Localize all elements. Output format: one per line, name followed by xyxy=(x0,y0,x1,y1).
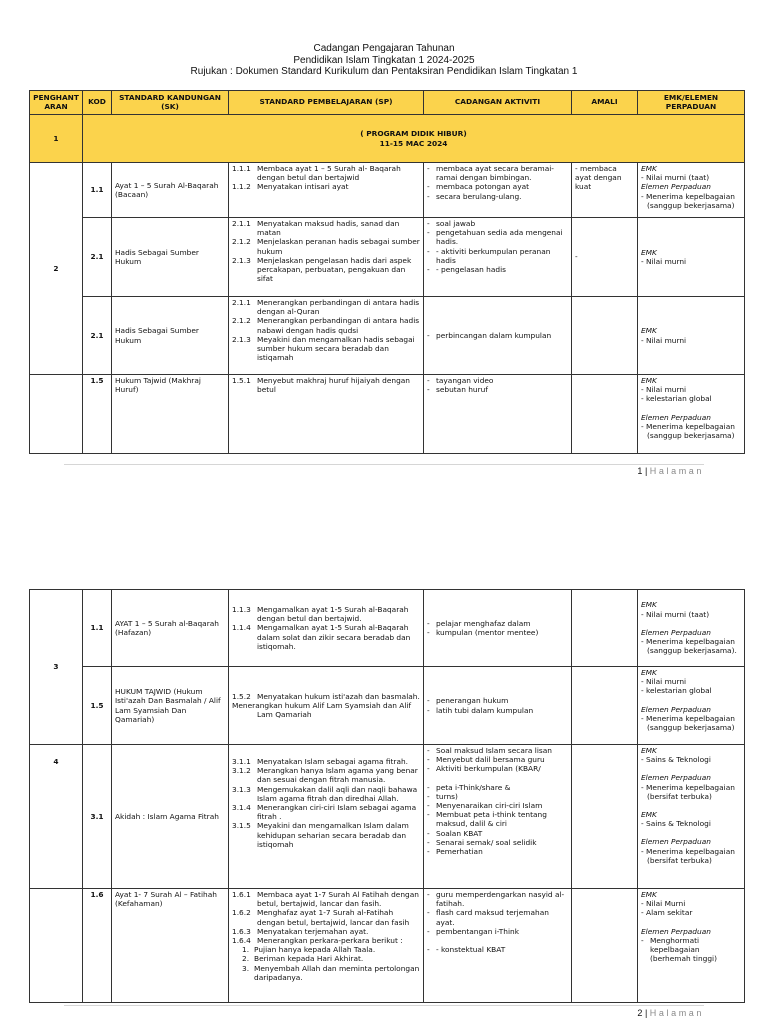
aktiviti-item: - pengetahuan sedia ada mengenai hadis. xyxy=(427,228,563,247)
program-cell xyxy=(83,115,745,163)
sp-sub-item: 1. Pujian hanya kepada Allah Taala. xyxy=(242,945,376,955)
sp-item: 3.1.4 Menerangkan ciri-ciri Islam sebagai agama fitrah . xyxy=(232,803,417,822)
aktiviti-item: - kumpulan (mentor mentee) xyxy=(427,628,539,637)
table-row xyxy=(30,590,745,667)
sp-sub-item: 2. Beriman kepada Hari Akhirat. xyxy=(242,954,364,964)
aktiviti-cell xyxy=(424,667,572,745)
sp-cell xyxy=(229,163,424,218)
sp-item: 3.1.3 Mengemukakan dalil aqli dan naqli bahawa Islam agama fitrah dan diredhai Allah. xyxy=(232,784,418,803)
footer-label: Halaman xyxy=(649,466,704,476)
col-header-sp: STANDARD PEMBELAJARAN (SP) xyxy=(229,91,424,115)
sp-item: 2.1.2 Menerangkan perbandingan di antara hadis nabawi dengan hadis qudsi xyxy=(232,316,420,335)
emk-heading: EMK xyxy=(641,810,657,820)
kod-cell: 1.5 xyxy=(83,375,112,454)
emk-heading: EMK xyxy=(641,247,657,257)
program-title: ( PROGRAM DIDIK HIBUR) xyxy=(360,129,467,139)
sp-item: 2.1.3 Meyakini dan mengamalkan hadis sebagai sumber hukum secara beradab dan istiqamah xyxy=(232,334,415,363)
emk-item: - Nilai murni xyxy=(641,335,687,345)
sk-cell: Hadis Sebagai Sumber Hukum xyxy=(112,297,229,375)
amali-cell xyxy=(572,375,638,454)
kod-cell: 1.1 xyxy=(83,163,112,218)
emk-item: - Nilai murni (taat) xyxy=(641,173,710,183)
emk-item: - Nilai murni xyxy=(641,385,687,395)
aktiviti-item: - - pengelasan hadis xyxy=(427,265,506,275)
emk-item: - Nilai Murni xyxy=(641,899,686,909)
aktiviti-item: - flash card maksud terjemahan ayat. xyxy=(427,908,549,927)
emk-item: - kelestarian global xyxy=(641,686,712,696)
emk-heading: EMK xyxy=(641,376,657,385)
sk-cell: Hukum Tajwid (Makhraj Huruf) xyxy=(112,375,229,454)
sp-cell xyxy=(229,297,424,375)
emk-cell xyxy=(638,163,745,218)
elemen-perpaduan-heading: Elemen Perpaduan xyxy=(641,182,711,192)
elemen-perpaduan-item: - Menerima kepelbagaian (sanggup bekerjasama) xyxy=(641,421,735,441)
header-subtitle: Pendidikan Islam Tingkatan 1 2024-2025 xyxy=(293,54,475,66)
sp-cell xyxy=(229,375,424,454)
emk-heading: EMK xyxy=(641,600,657,610)
kod-cell: 2.1 xyxy=(83,218,112,297)
header-reference: Rujukan : Dokumen Standard Kurikulum dan Pentaksiran Pendidikan Islam Tingkatan 1 xyxy=(190,66,578,77)
aktiviti-cell xyxy=(424,745,572,889)
sp-cell xyxy=(229,218,424,297)
program-row xyxy=(30,115,745,163)
aktiviti-item: - pelajar menghafaz dalam xyxy=(427,618,531,628)
aktiviti-cell xyxy=(424,590,572,667)
col-header-emk: EMK/ELEMEN PERPADUAN xyxy=(638,91,745,115)
elemen-perpaduan-heading: Elemen Perpaduan xyxy=(641,627,711,637)
table-row xyxy=(30,667,745,745)
emk-heading: EMK xyxy=(641,164,657,173)
aktiviti-item: - perbincangan dalam kumpulan xyxy=(427,330,552,340)
col-header-sk: STANDARD KANDUNGAN (SK) xyxy=(112,91,229,115)
sp-cell xyxy=(229,745,424,889)
aktiviti-item: - Pemerhatian xyxy=(427,847,483,857)
sp-item: 3.1.5 Meyakini dan mengamalkan Islam dalam kehidupan seharian secara beradab dan istiqomah xyxy=(232,821,409,849)
sp-cell xyxy=(229,590,424,667)
document-header xyxy=(0,43,768,78)
emk-heading: EMK xyxy=(641,668,657,677)
sp-item: 1.5.2 Menyatakan hukum isti'azah dan basmalah. xyxy=(232,691,420,701)
aktiviti-item: - membaca potongan ayat xyxy=(427,182,530,192)
aktiviti-cell xyxy=(424,375,572,454)
week-cell: 3 xyxy=(30,590,83,745)
aktiviti-item: - - konstektual KBAT xyxy=(427,945,506,955)
elemen-perpaduan-item: - Menerima kepelbagaian (sanggup bekerjasama) xyxy=(641,191,735,210)
table-row xyxy=(30,218,745,297)
sp-item: 1.6.4 Menerangkan perkara-perkara berikut : xyxy=(232,936,403,946)
sp-item: 1.6.3 Menyatakan terjemahan ayat. xyxy=(232,926,369,936)
elemen-perpaduan-heading: Elemen Perpaduan xyxy=(641,773,711,783)
sp-item: 1.1.2 Menyatakan intisari ayat xyxy=(232,182,349,192)
kod-cell: 3.1 xyxy=(83,745,112,889)
elemen-perpaduan-heading: Elemen Perpaduan xyxy=(641,412,711,422)
emk-cell xyxy=(638,297,745,375)
aktiviti-item: - Aktiviti berkumpulan (KBAR/ xyxy=(427,764,541,774)
emk-item: - Alam sekitar xyxy=(641,908,693,918)
page-footer-1 xyxy=(637,466,704,476)
col-header-week: PENGHANT ARAN xyxy=(30,91,83,115)
aktiviti-item: - Menyebut dalil bersama guru xyxy=(427,755,545,765)
elemen-perpaduan-heading: Elemen Perpaduan xyxy=(641,837,711,847)
aktiviti-item: - secara berulang-ulang. xyxy=(427,191,522,201)
sk-cell: Akidah : Islam Agama Fitrah xyxy=(112,745,229,889)
sp-cell xyxy=(229,667,424,745)
sp-item: 2.1.1 Menerangkan perbandingan di antara hadis dengan al-Quran xyxy=(232,298,420,317)
emk-cell xyxy=(638,745,745,889)
week-cell: 2 xyxy=(30,163,83,375)
sp-cell xyxy=(229,889,424,1003)
sp-item: 3.1.1 Menyatakan Islam sebagai agama fitrah. xyxy=(232,757,409,766)
amali-cell xyxy=(572,297,638,375)
table-row xyxy=(30,889,745,1003)
sp-item: 2.1.2 Menjelaskan peranan hadis sebagai sumber hukum xyxy=(232,237,420,256)
footer-rule xyxy=(64,1005,704,1006)
footer-label: Halaman xyxy=(649,1008,704,1018)
emk-cell xyxy=(638,375,745,454)
aktiviti-item: - tayangan video xyxy=(427,376,494,385)
aktiviti-cell xyxy=(424,297,572,375)
elemen-perpaduan-item: - Menerima kepelbagaian (sanggup bekerjasama) xyxy=(641,713,735,733)
amali-cell: - xyxy=(572,218,638,297)
page-number: 2 xyxy=(637,1008,643,1018)
kod-cell: 1.5 xyxy=(83,667,112,745)
sk-cell: Hadis Sebagai Sumber Hukum xyxy=(112,218,229,297)
footer-separator: | xyxy=(642,1008,650,1018)
aktiviti-item: - Menyenaraikan ciri-ciri Islam xyxy=(427,801,543,811)
elemen-perpaduan-heading: Elemen Perpaduan xyxy=(641,704,711,714)
emk-heading: EMK xyxy=(641,890,657,899)
emk-item: - Sains & Teknologi xyxy=(641,755,711,765)
aktiviti-item: - latih tubi dalam kumpulan xyxy=(427,705,534,715)
aktiviti-item: - penerangan hukum xyxy=(427,696,509,706)
aktiviti-item: - guru memperdengarkan nasyid al-fatihah. xyxy=(427,890,565,909)
aktiviti-item: - Senarai semak/ soal selidik xyxy=(427,837,537,847)
elemen-perpaduan-item: - Menerima kepelbagaian (sanggup bekerjasama). xyxy=(641,637,737,656)
program-dates: 11-15 MAC 2024 xyxy=(379,138,448,148)
table-row xyxy=(30,375,745,454)
footer-separator: | xyxy=(642,466,650,476)
aktiviti-item: - Membuat peta i-think tentang maksud, dalil & ciri xyxy=(427,810,547,829)
col-header-kod: KOD xyxy=(83,91,112,115)
sp-item: 1.1.3 Mengamalkan ayat 1-5 Surah al-Baqarah dengan betul dan bertajwid. xyxy=(232,604,409,624)
sp-item: 3.1.2 Merangkan hanya Islam agama yang benar dan sesuai dengan fitrah manusia. xyxy=(232,766,418,785)
emk-heading: EMK xyxy=(641,326,657,336)
week-cell: 1 xyxy=(30,115,83,163)
amali-cell xyxy=(572,889,638,1003)
header-title: Cadangan Pengajaran Tahunan xyxy=(313,43,455,54)
sp-item: 1.5.1 Menyebut makhraj huruf hijaiyah dengan betul xyxy=(232,376,410,395)
sp-item: 1.6.1 Membaca ayat 1-7 Surah Al Fatihah dengan betul, bertajwid, lancar dan fasih. xyxy=(232,890,419,909)
sp-item: 2.1.1 Menyatakan maksud hadis, sanad dan matan xyxy=(232,219,400,238)
table-header-row xyxy=(30,91,745,115)
emk-cell xyxy=(638,590,745,667)
kod-cell: 1.6 xyxy=(83,889,112,1003)
sp-item: 2.1.3 Menjelaskan pengelasan hadis dari aspek percakapan, perbuatan, pengakuan dan sifat xyxy=(232,255,412,284)
aktiviti-cell xyxy=(424,163,572,218)
amali-cell xyxy=(572,745,638,889)
sp-item: Menerangkan hukum Alif Lam Syamsiah dan Alif Lam Qamariah xyxy=(232,700,412,720)
page-number: 1 xyxy=(637,466,643,476)
emk-item: - kelestarian global xyxy=(641,394,712,404)
emk-item: - Nilai murni xyxy=(641,257,687,266)
sk-cell: AYAT 1 – 5 Surah al-Baqarah (Hafazan) xyxy=(112,590,229,667)
sp-item: 1.1.1 Membaca ayat 1 – 5 Surah al- Baqarah dengan betul dan bertajwid xyxy=(232,164,401,183)
emk-item: - Nilai murni (taat) xyxy=(641,609,710,619)
table-row xyxy=(30,163,745,218)
week-cell xyxy=(30,889,83,1003)
emk-item: - Sains & Teknologi xyxy=(641,819,711,829)
emk-item: - Nilai murni xyxy=(641,677,687,687)
aktiviti-cell xyxy=(424,889,572,1003)
aktiviti-item: - Soalan KBAT xyxy=(427,828,483,838)
aktiviti-item: - membaca ayat secara beramai-ramai dengan bimbingan. xyxy=(427,164,554,183)
aktiviti-item: - peta i-Think/share & xyxy=(427,782,511,792)
plan-table-page-2 xyxy=(29,589,745,1003)
aktiviti-cell xyxy=(424,218,572,297)
footer-rule xyxy=(64,464,704,465)
plan-table-page-1 xyxy=(29,90,745,454)
col-header-amali: AMALI xyxy=(572,91,638,115)
amali-cell xyxy=(572,590,638,667)
emk-cell xyxy=(638,218,745,297)
week-cell: 4 xyxy=(30,745,83,889)
elemen-perpaduan-heading: Elemen Perpaduan xyxy=(641,926,711,936)
sp-item: 1.6.2 Menghafaz ayat 1-7 Surah al-Fatihah dengan betul, bertajwid, lancar dan fasih xyxy=(232,908,410,927)
aktiviti-item: - soal jawab xyxy=(427,219,476,228)
aktiviti-item: - sebutan huruf xyxy=(427,385,488,395)
aktiviti-item: - - aktiviti berkumpulan peranan hadis xyxy=(427,246,551,265)
emk-cell xyxy=(638,667,745,745)
sk-cell: Ayat 1 – 5 Surah Al-Baqarah (Bacaan) xyxy=(112,163,229,218)
aktiviti-item: - pembentangan i-Think xyxy=(427,926,519,936)
elemen-perpaduan-item: - Menerima kepelbagaian (bersifat terbuka) xyxy=(641,846,735,865)
page-footer-2 xyxy=(637,1008,704,1018)
week-cell xyxy=(30,375,83,454)
amali-cell: - membaca ayat dengan kuat xyxy=(572,163,638,218)
emk-heading: EMK xyxy=(641,746,657,755)
emk-cell xyxy=(638,889,745,1003)
kod-cell: 2.1 xyxy=(83,297,112,375)
sk-cell: Ayat 1- 7 Surah Al – Fatihah (Kefahaman) xyxy=(112,889,229,1003)
table-row xyxy=(30,745,745,889)
aktiviti-item: - turns) xyxy=(427,791,458,801)
sp-sub-item: 3. Menyembah Allah dan meminta pertolongan daripadanya. xyxy=(242,963,420,982)
aktiviti-item: - Soal maksud Islam secara lisan xyxy=(427,746,552,755)
col-header-aktiviti: CADANGAN AKTIVITI xyxy=(424,91,572,115)
elemen-perpaduan-item: - Menghormati kepelbagaian (berhemah tinggi) xyxy=(641,935,717,964)
kod-cell: 1.1 xyxy=(83,590,112,667)
table-row xyxy=(30,297,745,375)
sp-item: 1.1.4 Mengamalkan ayat 1-5 Surah al-Baqarah dalam solat dan zikir secara beradab dan istiqomah. xyxy=(232,623,411,651)
sk-cell: HUKUM TAJWID (Hukum Isti'azah Dan Basmalah / Alif Lam Syamsiah Dan Qamariah) xyxy=(112,667,229,745)
elemen-perpaduan-item: - Menerima kepelbagaian (bersifat terbuka) xyxy=(641,782,735,801)
amali-cell xyxy=(572,667,638,745)
